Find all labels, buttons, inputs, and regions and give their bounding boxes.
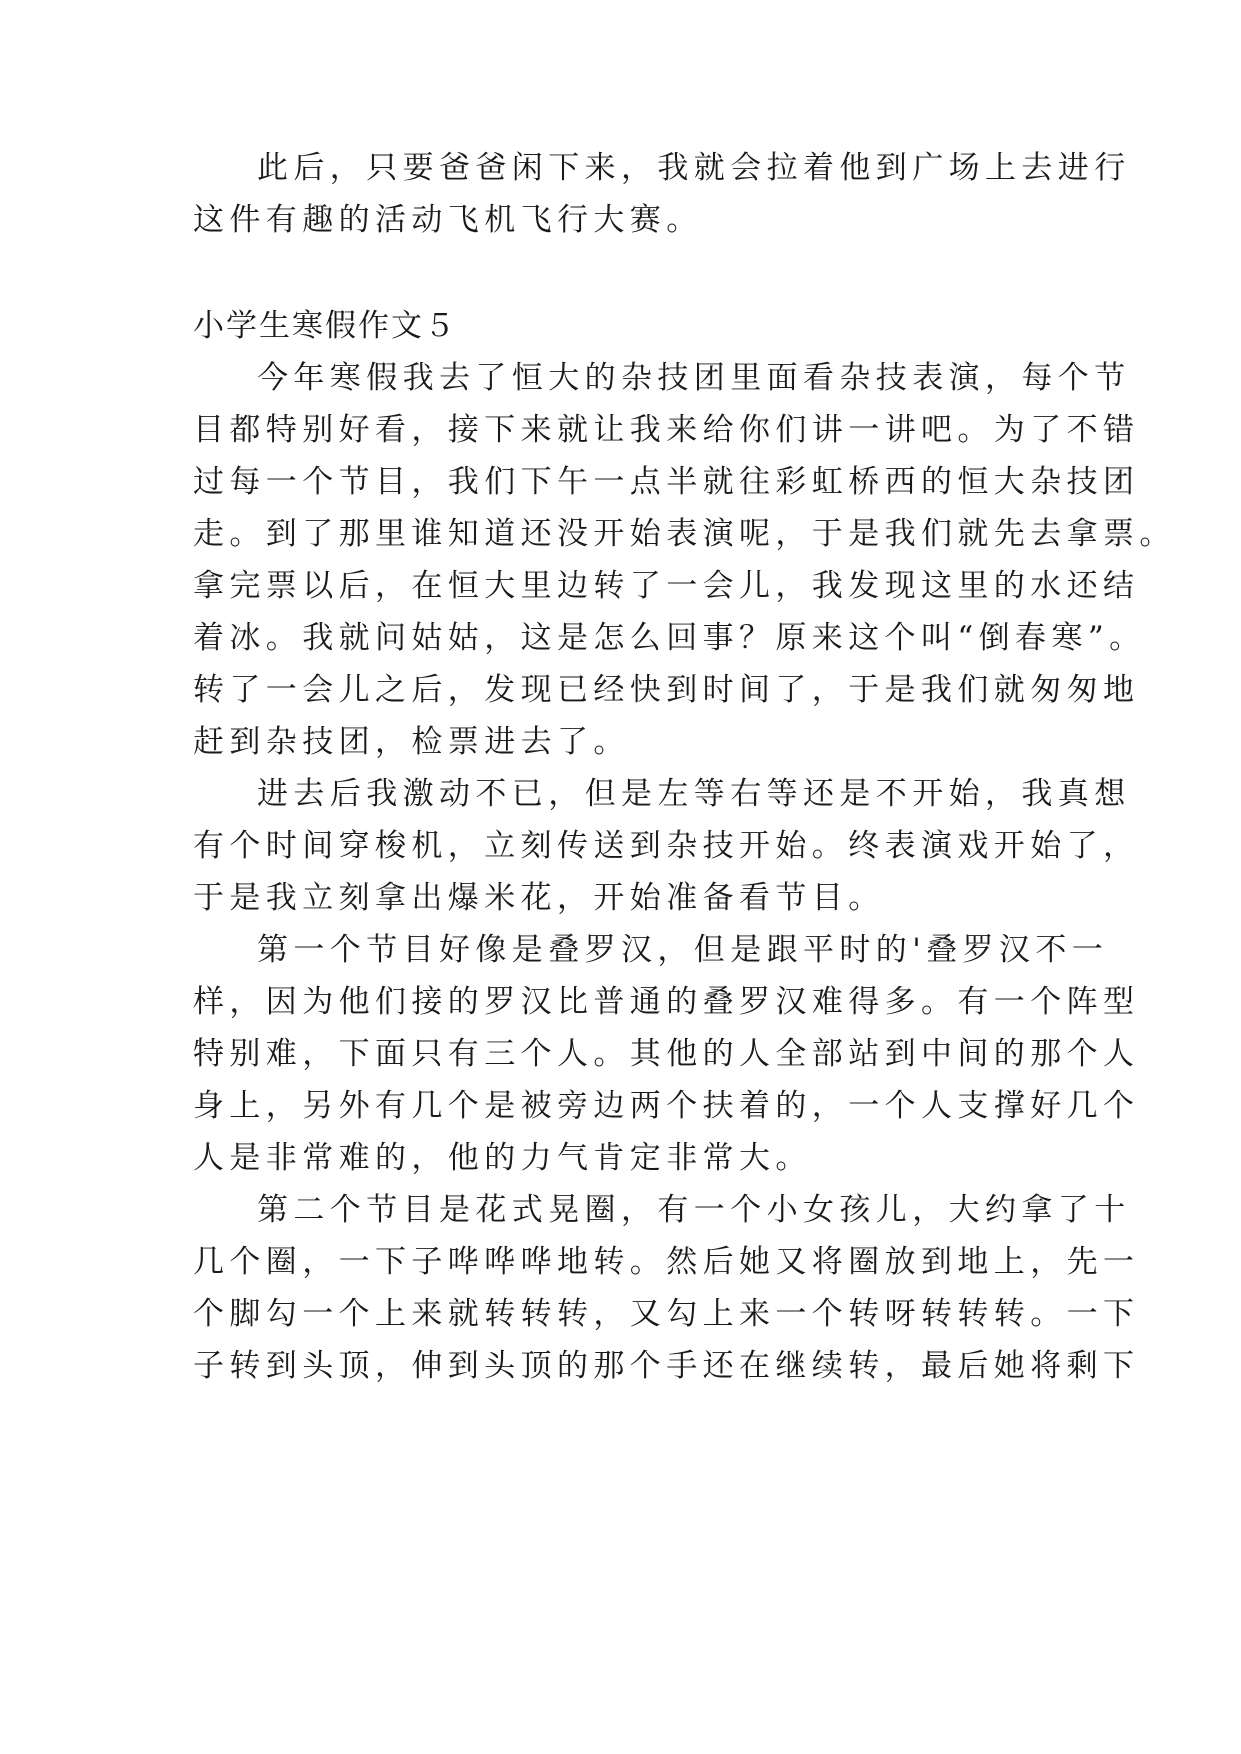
paragraph-line: 拿完票以后，在恒大里边转了一会儿，我发现这里的水还结	[193, 568, 1140, 604]
paragraph-line: 特别难，下面只有三个人。其他的人全部站到中间的那个人	[193, 1036, 1140, 1072]
paragraph-line: 个脚勾一个上来就转转转，又勾上来一个转呀转转转。一下	[193, 1296, 1140, 1332]
paragraph-line: 第二个节目是花式晃圈，有一个小女孩儿，大约拿了十	[257, 1192, 1131, 1228]
paragraph-line: 身上，另外有几个是被旁边两个扶着的，一个人支撑好几个	[193, 1088, 1140, 1124]
paragraph-line: 这件有趣的活动飞机飞行大赛。	[193, 202, 703, 238]
paragraph-line: 今年寒假我去了恒大的杂技团里面看杂技表演，每个节	[257, 360, 1131, 396]
paragraph-line: 赶到杂技团，检票进去了。	[193, 724, 630, 760]
paragraph-line: 着冰。我就问姑姑，这是怎么回事？原来这个叫“倒春寒”。	[193, 620, 1146, 656]
section-title: 小学生寒假作文５	[193, 308, 457, 344]
paragraph-line: 有个时间穿梭机，立刻传送到杂技开始。终表演戏开始了，	[193, 828, 1140, 864]
paragraph-line: 第一个节目好像是叠罗汉，但是跟平时的'叠罗汉不一	[257, 932, 1109, 968]
paragraph-line: 此后，只要爸爸闲下来，我就会拉着他到广场上去进行	[257, 150, 1131, 186]
paragraph-line: 转了一会儿之后，发现已经快到时间了，于是我们就匆匆地	[193, 672, 1140, 708]
paragraph-line: 几个圈，一下子哗哗哗地转。然后她又将圈放到地上，先一	[193, 1244, 1140, 1280]
paragraph-line: 于是我立刻拿出爆米花，开始准备看节目。	[193, 880, 885, 916]
paragraph-line: 子转到头顶，伸到头顶的那个手还在继续转，最后她将剩下	[193, 1348, 1140, 1384]
paragraph-line: 走。到了那里谁知道还没开始表演呢，于是我们就先去拿票。	[193, 516, 1176, 552]
paragraph-line: 样，因为他们接的罗汉比普通的叠罗汉难得多。有一个阵型	[193, 984, 1140, 1020]
paragraph-line: 人是非常难的，他的力气肯定非常大。	[193, 1140, 812, 1176]
paragraph-line: 过每一个节目，我们下午一点半就往彩虹桥西的恒大杂技团	[193, 464, 1140, 500]
paragraph-line: 目都特别好看，接下来就让我来给你们讲一讲吧。为了不错	[193, 412, 1140, 448]
paragraph-line: 进去后我激动不已，但是左等右等还是不开始，我真想	[257, 776, 1131, 812]
